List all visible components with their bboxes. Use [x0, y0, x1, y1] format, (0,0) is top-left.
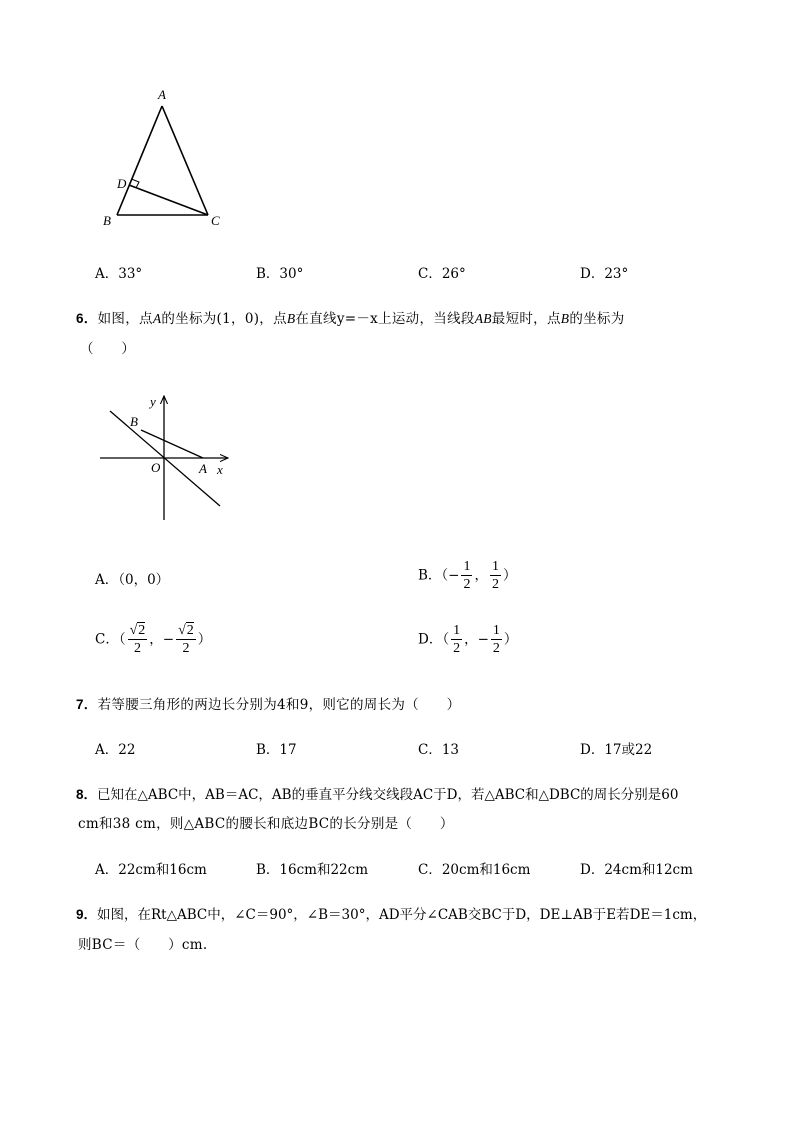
fraction-denominator: 2 [492, 641, 500, 656]
question-number: 9． [76, 907, 98, 922]
q6-option-c [95, 622, 211, 658]
q8-option-d [580, 858, 693, 878]
segment-ab [141, 430, 203, 458]
question-number: 7． [76, 697, 98, 712]
fraction-numerator [128, 622, 148, 640]
question-number: 6． [76, 311, 98, 326]
q8-option-a [95, 858, 207, 878]
q6-option-open: （ [442, 631, 450, 648]
q9-stem-line-1 [76, 903, 706, 923]
q6-option-open: （− [441, 567, 460, 584]
segment-cd [129, 185, 208, 215]
q5-option-text: 33° [118, 266, 143, 282]
triangle-figure [95, 82, 235, 232]
q6-var-a: A [152, 311, 162, 326]
q5-option-text: 26° [441, 266, 466, 282]
q6-stem [76, 307, 625, 327]
q6-text-3: 在直线y=－x上运动，当线段 [295, 311, 475, 327]
q7-option-text: 17或22 [604, 742, 653, 758]
q8-option-text: 16cm和22cm [279, 862, 369, 878]
q6-var-b: B [286, 311, 296, 326]
q9-stem-line-2: 则BC＝（ ）cm. [78, 937, 208, 953]
q6-text-4: 最短时，点 [491, 311, 561, 327]
q5-option-a [95, 262, 142, 282]
q7-stem [76, 693, 460, 713]
q5-option-letter: B． [256, 266, 280, 282]
fraction [490, 558, 501, 594]
q5-option-text: 30° [279, 266, 304, 282]
vertex-label-d: D [117, 176, 127, 191]
q7-option-text: 17 [279, 742, 297, 758]
fraction-denominator: 2 [182, 641, 190, 656]
q8-stem-line-2: cm和38 cm，则△ABC的腰长和底边BC的长分别是（ ） [78, 816, 454, 832]
vertex-label-a: A [158, 87, 166, 102]
coordinate-figure [95, 390, 245, 530]
side-ab [117, 106, 162, 215]
q6-option-sep: ， [474, 567, 488, 584]
q6-answer-paren: （ ） [80, 341, 136, 357]
q7-option-letter: D． [580, 742, 605, 758]
q5-option-b [256, 262, 303, 282]
axis-label-y: y [150, 394, 156, 409]
q7-option-a [95, 738, 135, 758]
q6-option-a [95, 568, 169, 588]
q6-option-letter: C． [95, 631, 119, 648]
q7-option-d [580, 738, 652, 758]
fraction [461, 558, 472, 594]
q6-option-sep: ，− [149, 631, 175, 648]
q8-text-line-1: 已知在△ABC中，AB＝AC，AB的垂直平分线交线段AC于D，若△ABC和△DBC的周长分别是60 [97, 787, 679, 803]
fraction-numerator: 1 [453, 623, 461, 638]
q6-option-close: ） [197, 631, 212, 648]
fraction-numerator: 1 [491, 559, 499, 574]
fraction-denominator: 2 [463, 577, 471, 592]
fraction-denominator: 2 [491, 577, 499, 592]
fraction [491, 622, 502, 658]
fraction-numerator [176, 622, 196, 640]
q7-option-c [418, 738, 459, 758]
q6-var-b2: B [560, 311, 570, 326]
q8-option-letter: B． [256, 862, 280, 878]
q6-option-close: ） [503, 631, 518, 648]
radicand: 2 [138, 623, 146, 638]
q6-option-text: （0，0） [118, 572, 170, 588]
q6-text-1: 如图，点 [97, 311, 153, 327]
point-label-b: B [130, 414, 138, 429]
q5-option-letter: C． [418, 266, 442, 282]
q6-text-2: 的坐标为(1，0)，点 [161, 311, 287, 327]
point-label-a: A [199, 461, 207, 476]
q7-option-text: 13 [441, 742, 460, 758]
question-number: 8． [76, 787, 98, 802]
sqrt-symbol: √2 [129, 623, 146, 638]
q5-option-c [418, 262, 466, 282]
q7-option-b [256, 738, 297, 758]
q7-option-letter: C． [418, 742, 442, 758]
q6-option-b [418, 558, 516, 594]
axis-label-x: x [217, 462, 223, 477]
q7-option-letter: B． [256, 742, 280, 758]
fraction-denominator: 2 [133, 641, 141, 656]
q8-option-c [418, 858, 530, 878]
side-ac [162, 106, 208, 215]
q6-option-letter: A． [95, 572, 119, 588]
q7-option-text: 22 [118, 742, 136, 758]
q8-option-text: 22cm和16cm [118, 862, 207, 878]
vertex-label-b: B [103, 213, 111, 228]
radicand: 2 [186, 623, 194, 638]
q5-option-d [580, 262, 628, 282]
q8-option-letter: C． [418, 862, 442, 878]
q6-option-open: （ [118, 631, 126, 648]
q7-option-letter: A． [95, 742, 119, 758]
q8-option-b [256, 858, 368, 878]
q8-option-text: 20cm和16cm [441, 862, 531, 878]
q6-var-ab: AB [474, 311, 492, 326]
sqrt-symbol: √2 [178, 623, 194, 638]
q6-option-sep: ，− [464, 631, 489, 648]
q6-option-close: ） [502, 567, 517, 584]
q7-text: 若等腰三角形的两边长分别为4和9，则它的周长为（ ） [97, 697, 461, 713]
vertex-label-c: C [211, 213, 220, 228]
fraction [176, 622, 196, 658]
fraction [128, 622, 148, 658]
q9-text-line-1: 如图，在Rt△ABC中，∠C＝90°，∠B＝30°，AD平分∠CAB交BC于D，DE⊥AB于E若DE＝1cm， [97, 907, 707, 923]
q6-text-5: 的坐标为 [569, 311, 625, 327]
fraction-denominator: 2 [453, 641, 461, 656]
q6-option-d [418, 622, 517, 658]
fraction-numerator: 1 [492, 623, 500, 638]
q6-option-letter: B． [418, 567, 442, 584]
q5-option-letter: D． [580, 266, 605, 282]
fraction-numerator: 1 [463, 559, 471, 574]
q8-stem-line-1 [76, 783, 678, 803]
q8-option-letter: A． [95, 862, 119, 878]
q5-option-letter: A． [95, 266, 119, 282]
q8-option-letter: D． [580, 862, 605, 878]
point-label-o: O [151, 460, 161, 475]
q5-option-text: 23° [604, 266, 629, 282]
q6-option-letter: D． [418, 631, 443, 648]
q8-option-text: 24cm和12cm [604, 862, 693, 878]
fraction [451, 622, 462, 658]
